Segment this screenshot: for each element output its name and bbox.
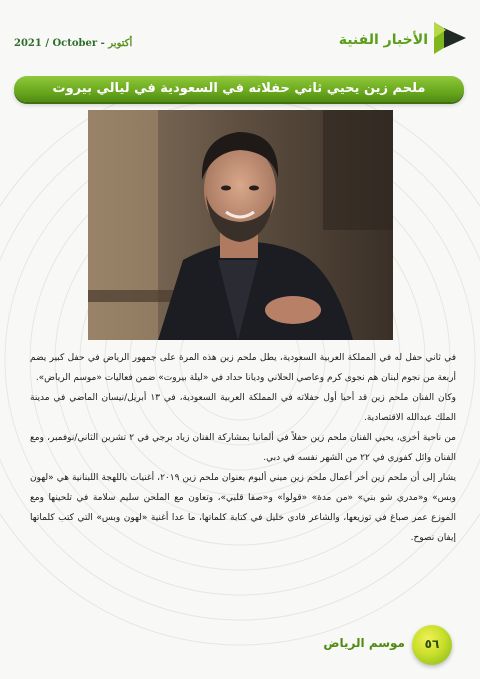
issue-month-ar: أكتوبر	[108, 38, 133, 49]
article-paragraph-2: وكان الفنان ملحم زين قد أحيا أول حفلاته في المملكة العربية السعودية، في ١٣ أبريل/نيسان الماضي في مدينة الملك عبدالله الاقتصادية.	[30, 393, 456, 423]
article-title-bar	[14, 76, 464, 102]
logo-text: الأخبار الفنية	[338, 32, 428, 48]
issue-date	[14, 38, 132, 49]
article-body	[30, 348, 456, 548]
portrait-illustration	[88, 110, 393, 340]
page-number-badge	[412, 625, 452, 665]
page-number: ٥٦	[424, 637, 440, 651]
magazine-logo	[310, 18, 470, 58]
play-triangles-icon	[430, 18, 470, 58]
article-paragraph-4: يشار إلى أن ملحم زين أخر أعمال ملحم زين ميني ألبوم بعنوان ملحم زين ٢٠١٩، أغنيات باللهجة اللبنانية هي «لهون وبس» و«مدري شو بني» «من مدة» «قولوا» و«صفا قلبي»، وتعاون مع الملحن سليم سلامة في تلحينها ومع الموزع عمر صباغ في توزيعها، والشاعر فادي خليل في كتابة كلماتها، ما عدا أغنية «لهون وبس» التي كتب كلماتها إيفان نصوح.	[30, 473, 456, 543]
issue-month-en: 2021 / October -	[14, 38, 105, 49]
footer-section-label: موسم الرياض	[323, 636, 405, 650]
article-paragraph-3: من ناحية أخرى، يحيي الفنان ملحم زين حفلاً في ألمانيا بمشاركة الفنان زياد برجي في ٢ تشرين الثاني/نوفمبر، ومع الفنان وائل كفوري في ٢٢ من الشهر نفسه في دبي.	[30, 433, 456, 463]
article-paragraph-1: في ثاني حفل له في المملكة العربية السعودية، يطل ملحم زين هذه المرة على جمهور الرياض في حفل كبير يضم أربعة من نجوم لبنان هم نجوى كرم وعاصي الحلاني وديانا حداد في «ليلة بيروت» ضمن فعاليات «موسم الرياض».	[30, 353, 456, 383]
article-title: ملحم زين يحيي ثاني حفلاته في السعودية في ليالي بيروت	[52, 81, 426, 96]
portrait-photo	[88, 110, 393, 340]
